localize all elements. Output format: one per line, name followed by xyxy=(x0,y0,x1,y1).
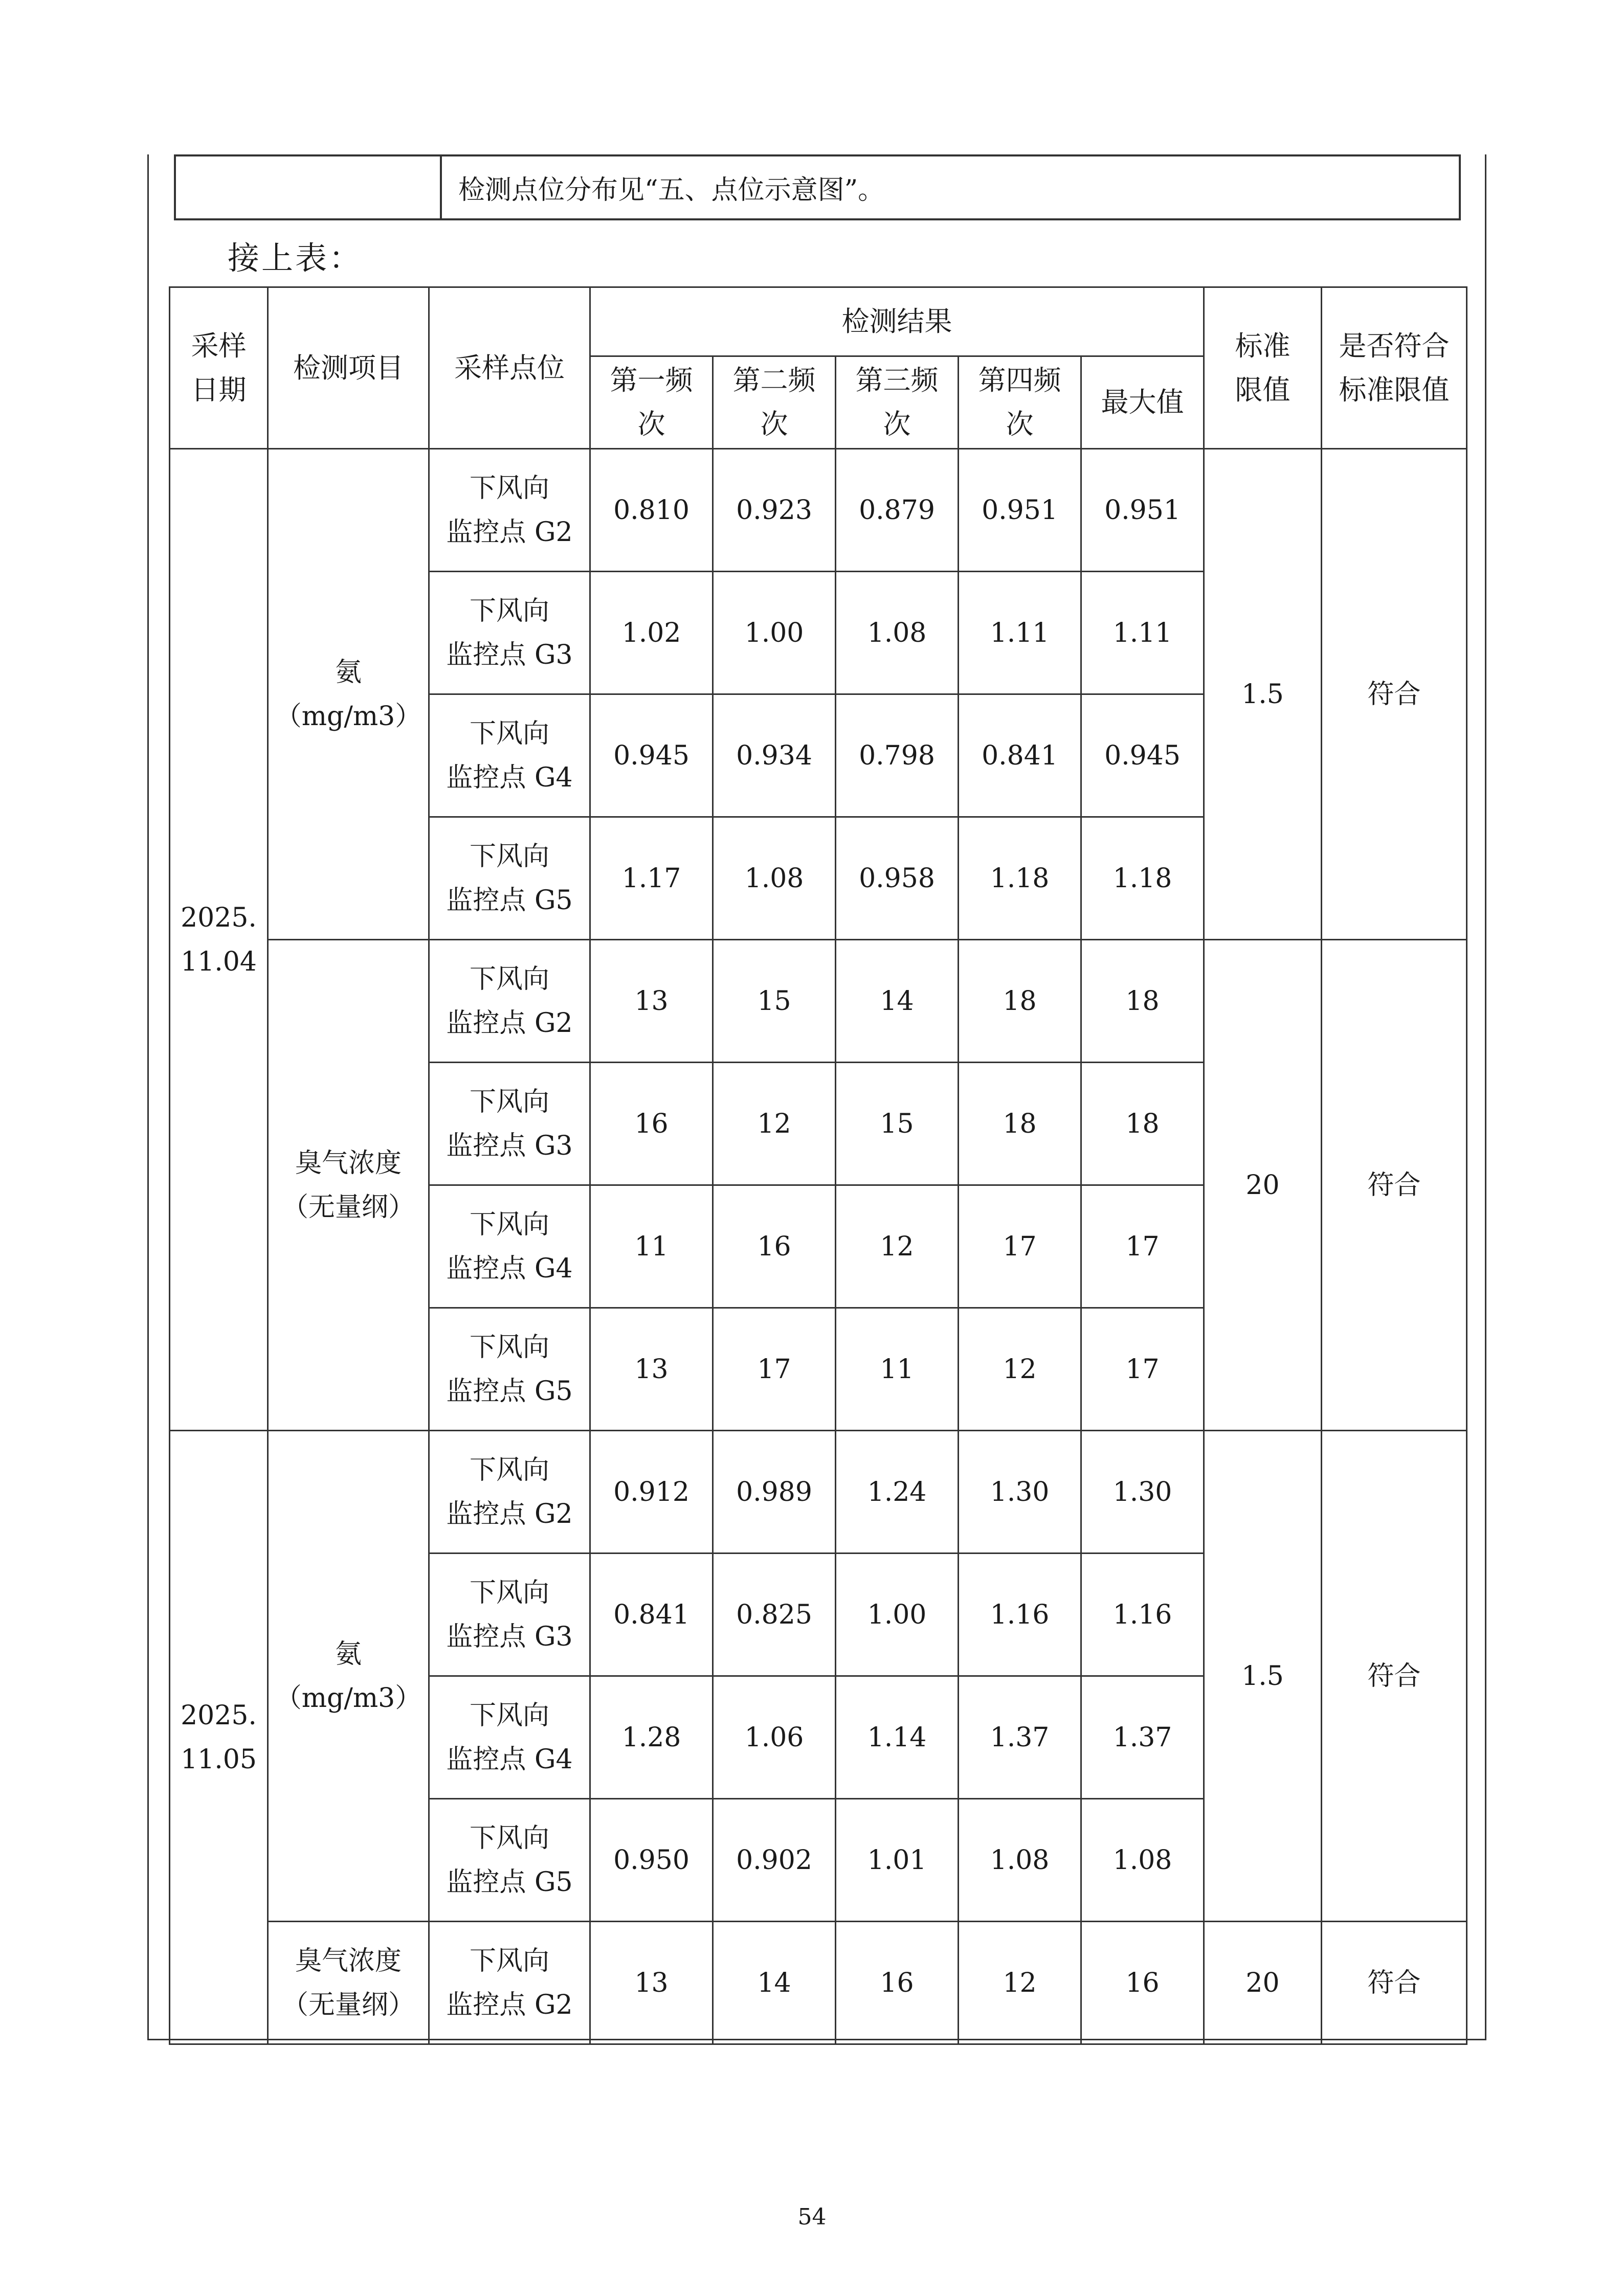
page-number: 54 xyxy=(797,2204,827,2230)
value-freq-2: 17 xyxy=(713,1308,836,1431)
value-max: 0.945 xyxy=(1081,694,1204,817)
value-freq-1: 13 xyxy=(590,940,713,1063)
value-freq-1: 13 xyxy=(590,1922,713,2044)
table-row xyxy=(170,1431,1467,1554)
value-freq-3: 11 xyxy=(836,1308,959,1431)
value-freq-2: 15 xyxy=(713,940,836,1063)
table-row xyxy=(170,940,1467,1063)
compliance: 符合 xyxy=(1322,1922,1467,2044)
value-max: 1.11 xyxy=(1081,572,1204,694)
header-test-item: 检测项目 xyxy=(268,287,429,449)
header-compliance: 是否符合 标准限值 xyxy=(1322,287,1467,449)
header-freq-3: 第三频 次 xyxy=(836,356,959,449)
header-freq-1: 第一频 次 xyxy=(590,356,713,449)
value-freq-1: 1.02 xyxy=(590,572,713,694)
value-max: 18 xyxy=(1081,940,1204,1063)
value-freq-3: 1.08 xyxy=(836,572,959,694)
value-freq-3: 0.879 xyxy=(836,449,959,572)
header-results: 检测结果 xyxy=(590,287,1204,356)
sampling-date: 2025. 11.05 xyxy=(170,1431,268,2044)
sampling-site: 下风向 监控点 G2 xyxy=(429,449,590,572)
value-freq-2: 1.06 xyxy=(713,1676,836,1799)
previous-table-tail xyxy=(174,154,1461,220)
value-freq-4: 1.30 xyxy=(959,1431,1081,1554)
value-freq-4: 18 xyxy=(959,1063,1081,1185)
site-map-note: 检测点位分布见“五、点位示意图”。 xyxy=(441,155,1460,219)
value-freq-3: 1.14 xyxy=(836,1676,959,1799)
value-max: 1.30 xyxy=(1081,1431,1204,1554)
header-freq-2: 第二频 次 xyxy=(713,356,836,449)
value-freq-1: 1.17 xyxy=(590,817,713,940)
continue-label: 接上表： xyxy=(228,239,363,277)
header-freq-4: 第四频 次 xyxy=(959,356,1081,449)
value-freq-4: 17 xyxy=(959,1185,1081,1308)
value-freq-4: 1.16 xyxy=(959,1554,1081,1676)
value-max: 1.08 xyxy=(1081,1799,1204,1922)
value-freq-1: 0.841 xyxy=(590,1554,713,1676)
value-freq-4: 1.18 xyxy=(959,817,1081,940)
sampling-site: 下风向 监控点 G2 xyxy=(429,1431,590,1554)
value-freq-1: 1.28 xyxy=(590,1676,713,1799)
value-freq-1: 0.810 xyxy=(590,449,713,572)
sampling-site: 下风向 监控点 G5 xyxy=(429,1308,590,1431)
value-max: 1.18 xyxy=(1081,817,1204,940)
sampling-site: 下风向 监控点 G3 xyxy=(429,572,590,694)
sampling-site: 下风向 监控点 G3 xyxy=(429,1554,590,1676)
value-freq-4: 12 xyxy=(959,1308,1081,1431)
value-max: 17 xyxy=(1081,1308,1204,1431)
value-max: 18 xyxy=(1081,1063,1204,1185)
header-sampling-date: 采样 日期 xyxy=(170,287,268,449)
value-freq-1: 0.912 xyxy=(590,1431,713,1554)
compliance: 符合 xyxy=(1322,449,1467,940)
header-standard-limit: 标准 限值 xyxy=(1204,287,1322,449)
value-freq-4: 12 xyxy=(959,1922,1081,2044)
test-item: 臭气浓度 （无量纲） xyxy=(268,1922,429,2044)
value-max: 1.37 xyxy=(1081,1676,1204,1799)
empty-cell xyxy=(175,155,441,219)
results-table xyxy=(169,286,1467,2045)
standard-limit: 1.5 xyxy=(1204,449,1322,940)
value-freq-2: 0.825 xyxy=(713,1554,836,1676)
sampling-site: 下风向 监控点 G4 xyxy=(429,1676,590,1799)
value-freq-2: 16 xyxy=(713,1185,836,1308)
value-freq-4: 0.841 xyxy=(959,694,1081,817)
value-freq-3: 0.958 xyxy=(836,817,959,940)
value-freq-3: 14 xyxy=(836,940,959,1063)
sampling-site: 下风向 监控点 G3 xyxy=(429,1063,590,1185)
value-freq-2: 0.902 xyxy=(713,1799,836,1922)
value-max: 17 xyxy=(1081,1185,1204,1308)
sampling-site: 下风向 监控点 G5 xyxy=(429,1799,590,1922)
header-max: 最大值 xyxy=(1081,356,1204,449)
value-freq-4: 18 xyxy=(959,940,1081,1063)
value-freq-3: 16 xyxy=(836,1922,959,2044)
test-item: 臭气浓度 （无量纲） xyxy=(268,940,429,1431)
value-freq-1: 16 xyxy=(590,1063,713,1185)
compliance: 符合 xyxy=(1322,940,1467,1431)
value-max: 1.16 xyxy=(1081,1554,1204,1676)
value-freq-1: 0.945 xyxy=(590,694,713,817)
sampling-site: 下风向 监控点 G5 xyxy=(429,817,590,940)
compliance: 符合 xyxy=(1322,1431,1467,1922)
sampling-date: 2025. 11.04 xyxy=(170,449,268,1431)
value-freq-3: 15 xyxy=(836,1063,959,1185)
sampling-site: 下风向 监控点 G2 xyxy=(429,1922,590,2044)
value-freq-4: 1.37 xyxy=(959,1676,1081,1799)
value-freq-3: 1.00 xyxy=(836,1554,959,1676)
value-freq-1: 13 xyxy=(590,1308,713,1431)
value-freq-1: 0.950 xyxy=(590,1799,713,1922)
value-freq-2: 14 xyxy=(713,1922,836,2044)
value-freq-2: 1.08 xyxy=(713,817,836,940)
table-row xyxy=(170,1922,1467,2044)
value-freq-3: 1.24 xyxy=(836,1431,959,1554)
value-max: 16 xyxy=(1081,1922,1204,2044)
value-freq-2: 0.923 xyxy=(713,449,836,572)
value-freq-3: 12 xyxy=(836,1185,959,1308)
value-freq-1: 11 xyxy=(590,1185,713,1308)
value-freq-3: 1.01 xyxy=(836,1799,959,1922)
value-freq-3: 0.798 xyxy=(836,694,959,817)
value-freq-2: 0.934 xyxy=(713,694,836,817)
test-item: 氨 （mg/m3） xyxy=(268,449,429,940)
value-freq-4: 1.11 xyxy=(959,572,1081,694)
value-max: 0.951 xyxy=(1081,449,1204,572)
table-row xyxy=(170,449,1467,572)
sampling-site: 下风向 监控点 G4 xyxy=(429,694,590,817)
value-freq-4: 1.08 xyxy=(959,1799,1081,1922)
value-freq-2: 0.989 xyxy=(713,1431,836,1554)
sampling-site: 下风向 监控点 G4 xyxy=(429,1185,590,1308)
header-sampling-site: 采样点位 xyxy=(429,287,590,449)
value-freq-2: 1.00 xyxy=(713,572,836,694)
value-freq-2: 12 xyxy=(713,1063,836,1185)
value-freq-4: 0.951 xyxy=(959,449,1081,572)
standard-limit: 20 xyxy=(1204,940,1322,1431)
standard-limit: 20 xyxy=(1204,1922,1322,2044)
sampling-site: 下风向 监控点 G2 xyxy=(429,940,590,1063)
test-item: 氨 （mg/m3） xyxy=(268,1431,429,1922)
standard-limit: 1.5 xyxy=(1204,1431,1322,1922)
